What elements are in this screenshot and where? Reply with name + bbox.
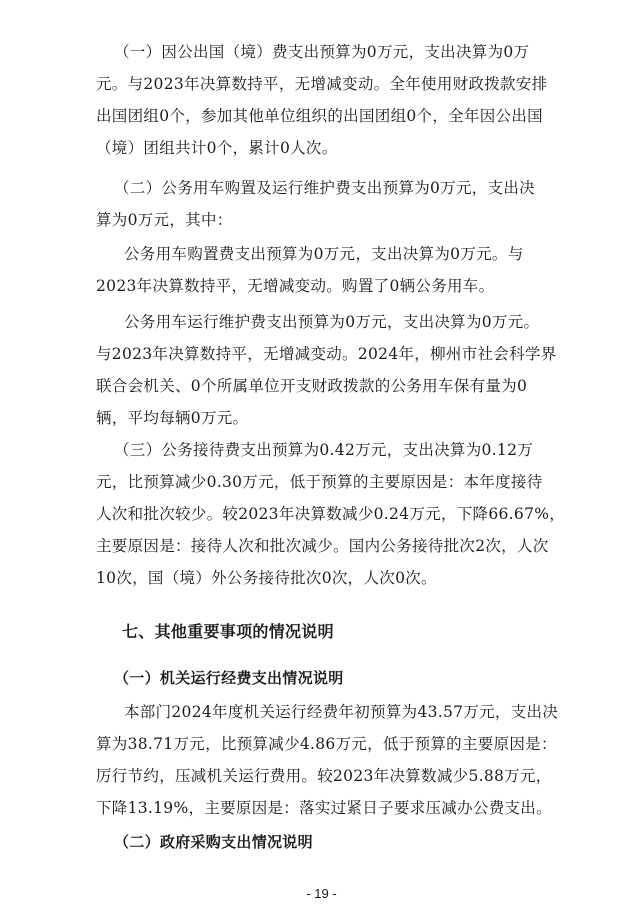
paragraph-line: 下降13.19%，主要原因是：落实过紧日子要求压减办公费支出。 bbox=[96, 799, 552, 817]
paragraph-line: 算为38.71万元，比预算减少4.86万元，低于预算的主要原因是： bbox=[96, 735, 557, 753]
paragraph-line: 主要原因是：接待人次和批次减少。国内公务接待批次2次，人次 bbox=[96, 537, 549, 555]
paragraph-line: 辆，平均每辆0万元。 bbox=[96, 409, 249, 427]
paragraph-line: （境）团组共计0个，累计0人次。 bbox=[96, 139, 338, 157]
section-heading: 七、其他重要事项的情况说明 bbox=[122, 622, 334, 641]
page-number: - 19 - bbox=[306, 886, 337, 901]
paragraph-line: （三）公务接待费支出预算为0.42万元，支出决算为0.12万 bbox=[114, 441, 534, 459]
paragraph-line: 联合会机关、0个所属单位开支财政拨款的公务用车保有量为0 bbox=[96, 377, 528, 395]
paragraph-line: 公务用车购置费支出预算为0万元，支出决算为0万元。与 bbox=[124, 245, 524, 263]
paragraph-line: （二）公务用车购置及运行维护费支出预算为0万元，支出决 bbox=[114, 179, 535, 197]
subsection-heading: （一）机关运行经费支出情况说明 bbox=[114, 669, 344, 687]
paragraph-line: 元，比预算减少0.30万元，低于预算的主要原因是：本年度接待 bbox=[96, 473, 543, 491]
paragraph-line: 出国团组0个，参加其他单位组织的出国团组0个，全年因公出国 bbox=[96, 107, 543, 125]
paragraph-line: 元。与2023年决算数持平，无增减变动。全年使用财政拨款安排 bbox=[96, 75, 548, 93]
paragraph-line: 算为0万元，其中： bbox=[96, 211, 233, 229]
subsection-heading: （二）政府采购支出情况说明 bbox=[114, 833, 313, 851]
paragraph-line: 人次和批次较少。较2023年决算数减少0.24万元，下降66.67%， bbox=[96, 505, 566, 523]
paragraph-line: 厉行节约，压减机关运行费用。较2023年决算数减少5.88万元， bbox=[96, 767, 552, 785]
paragraph-line: 2023年决算数持平，无增减变动。购置了0辆公务用车。 bbox=[96, 277, 495, 295]
paragraph-line: 与2023年决算数持平，无增减变动。2024年，柳州市社会科学界 bbox=[96, 345, 557, 363]
paragraph-line: 公务用车运行维护费支出预算为0万元，支出决算为0万元。 bbox=[124, 313, 540, 331]
paragraph-line: 本部门2024年度机关运行经费年初预算为43.57万元，支出决 bbox=[124, 703, 559, 721]
paragraph-line: 10次，国（境）外公务接待批次0次，人次0次。 bbox=[96, 569, 437, 587]
paragraph-line: （一）因公出国（境）费支出预算为0万元，支出决算为0万 bbox=[114, 43, 530, 61]
